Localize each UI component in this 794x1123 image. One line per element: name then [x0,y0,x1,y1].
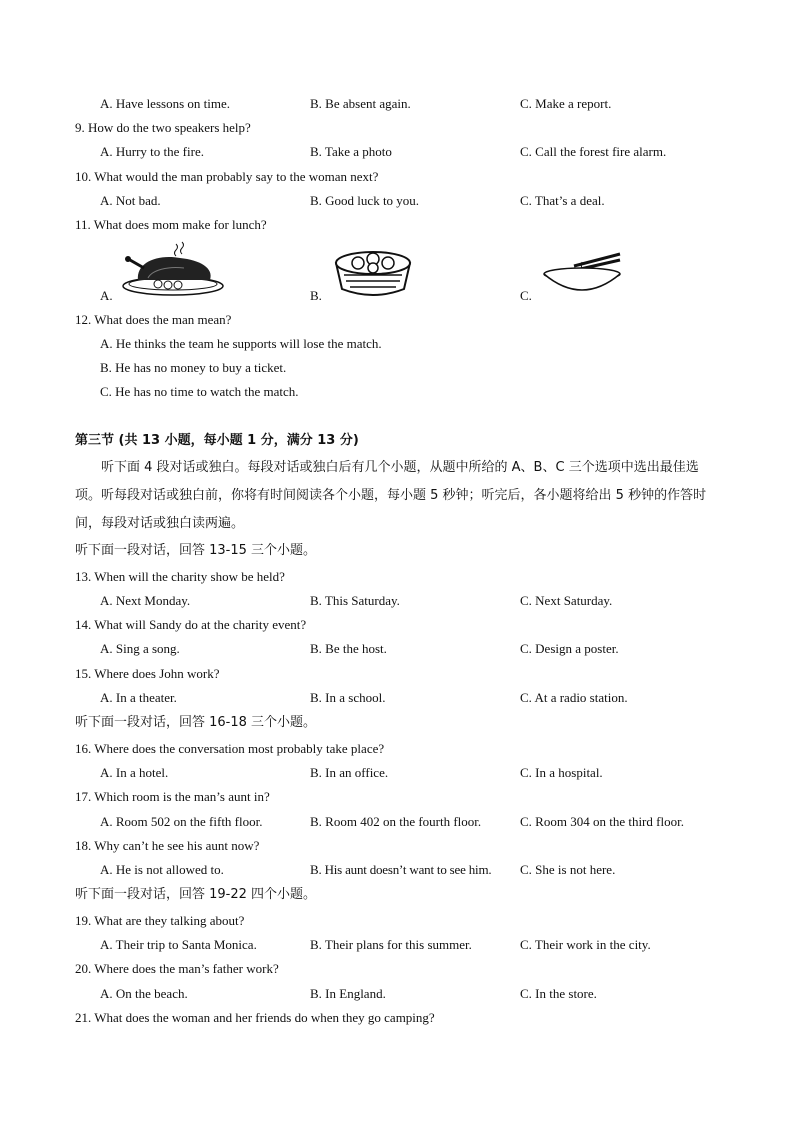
section-instructions: 听下面 4 段对话或独白。每段对话或独白后有几个小题，从题中所给的 A、B、C 三个选项中选出最佳选项。听每段对话或独白前，你将有时间阅读各个小题，每小题 5 秒钟；听完后，各小题将给出 5 秒钟的作答时间，每段对话或独白读两遍。 [75,460,707,531]
q18-option-a[interactable]: A. He is not allowed to. [100,862,224,877]
q11-stem: 11. What does mom make for lunch? [75,217,267,232]
q15-option-b[interactable]: B. In a school. [310,690,386,705]
q14-option-c[interactable]: C. Design a poster. [520,641,619,656]
q20-option-c[interactable]: C. In the store. [520,986,597,1001]
q11-option-b[interactable]: B. [310,288,322,303]
q16-option-b[interactable]: B. In an office. [310,765,389,780]
q14-option-a[interactable]: A. Sing a song. [100,641,180,656]
q10-option-a[interactable]: A. Not bad. [100,193,161,208]
q12-option-b[interactable]: B. He has no money to buy a ticket. [100,360,287,375]
q19-option-b[interactable]: B. Their plans for this summer. [310,937,472,952]
q11-option-c[interactable]: C. [520,288,532,303]
section-title: 第三节 (共 13 小题，每小题 1 分，满分 13 分) [75,433,359,448]
q19-stem: 19. What are they talking about? [75,913,245,928]
group-heading-1: 听下面一段对话，回答 13-15 三个小题。 [75,543,317,558]
q17-option-a[interactable]: A. Room 502 on the fifth floor. [100,814,263,829]
q9-option-a[interactable]: A. Hurry to the fire. [100,144,204,159]
q9-option-b[interactable]: B. Take a photo [310,144,392,159]
q12-option-c[interactable]: C. He has no time to watch the match. [100,384,299,399]
q15-option-a[interactable]: A. In a theater. [100,690,177,705]
q8-option-a[interactable]: A. Have lessons on time. [100,96,230,111]
q12-option-a[interactable]: A. He thinks the team he supports will lose the match. [100,336,382,351]
q13-stem: 13. When will the charity show be held? [75,569,285,584]
q19-option-a[interactable]: A. Their trip to Santa Monica. [100,937,257,952]
q8-option-c[interactable]: C. Make a report. [520,96,612,111]
q17-option-b[interactable]: B. Room 402 on the fourth floor. [310,814,482,829]
q13-option-a[interactable]: A. Next Monday. [100,593,191,608]
q16-stem: 16. Where does the conversation most probably take place? [75,741,385,756]
q11-option-a[interactable]: A. [100,288,113,303]
q10-option-b[interactable]: B. Good luck to you. [310,193,420,208]
group-heading-3: 听下面一段对话，回答 19-22 四个小题。 [75,887,317,902]
q13-option-c[interactable]: C. Next Saturday. [520,593,613,608]
q21-stem: 21. What does the woman and her friends do when they go camping? [75,1010,435,1025]
q16-option-c[interactable]: C. In a hospital. [520,765,603,780]
q9-stem: 9. How do the two speakers help? [75,120,251,135]
q18-stem: 18. Why can’t he see his aunt now? [75,838,260,853]
q20-option-a[interactable]: A. On the beach. [100,986,188,1001]
roast-chicken-icon [118,240,228,298]
q18-option-c[interactable]: C. She is not here. [520,862,616,877]
q10-option-c[interactable]: C. That’s a deal. [520,193,605,208]
q16-option-a[interactable]: A. In a hotel. [100,765,169,780]
q17-option-c[interactable]: C. Room 304 on the third floor. [520,814,684,829]
group-heading-2: 听下面一段对话，回答 16-18 三个小题。 [75,715,317,730]
q8-option-b[interactable]: B. Be absent again. [310,96,411,111]
q18-option-b[interactable]: B. His aunt doesn’t want to see him. [310,862,492,877]
q12-stem: 12. What does the man mean? [75,312,232,327]
q13-option-b[interactable]: B. This Saturday. [310,593,400,608]
q9-option-c[interactable]: C. Call the forest fire alarm. [520,144,667,159]
q20-stem: 20. Where does the man’s father work? [75,961,279,976]
q14-option-b[interactable]: B. Be the host. [310,641,387,656]
q15-option-c[interactable]: C. At a radio station. [520,690,628,705]
q15-stem: 15. Where does John work? [75,666,220,681]
dumplings-bowl-icon [332,243,414,299]
q14-stem: 14. What will Sandy do at the charity event? [75,617,307,632]
q10-stem: 10. What would the man probably say to the woman next? [75,169,379,184]
q17-stem: 17. Which room is the man’s aunt in? [75,789,270,804]
q19-option-c[interactable]: C. Their work in the city. [520,937,651,952]
noodle-bowl-icon [538,248,624,294]
q20-option-b[interactable]: B. In England. [310,986,386,1001]
